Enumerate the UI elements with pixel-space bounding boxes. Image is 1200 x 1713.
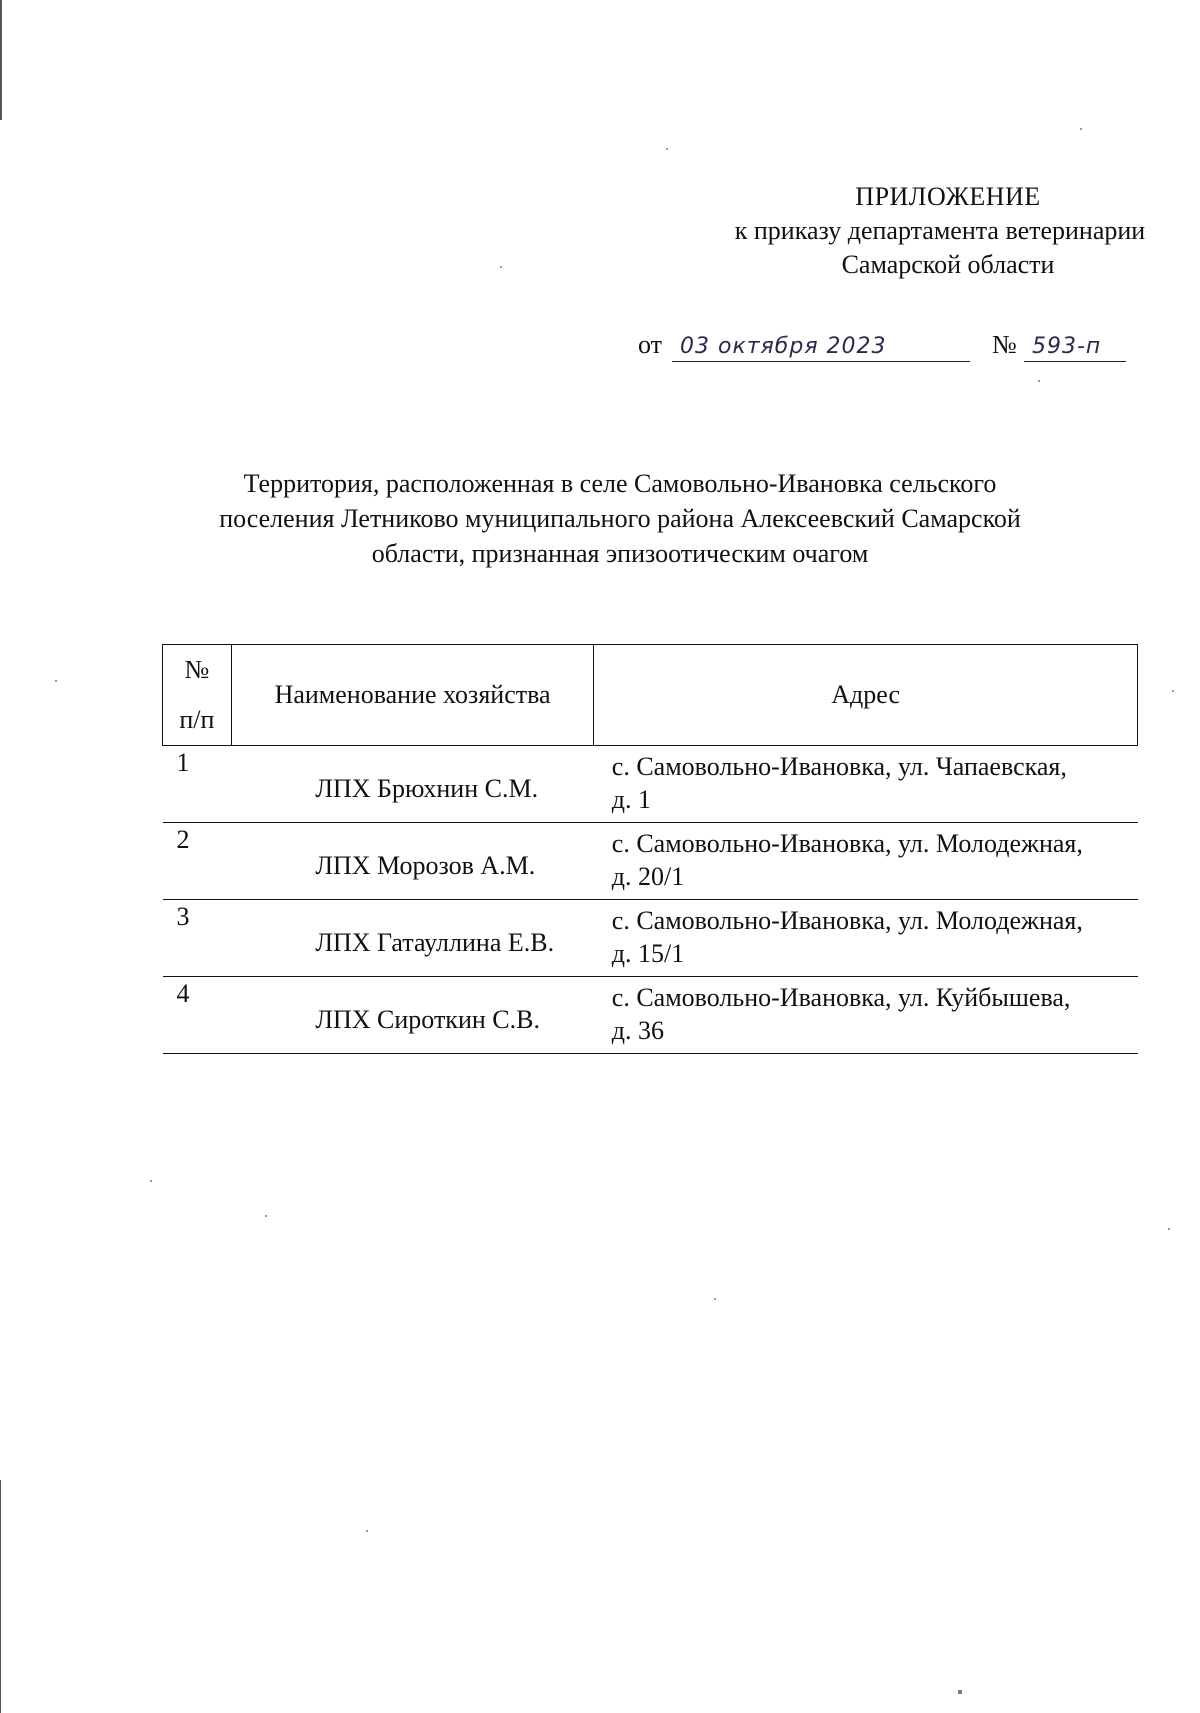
scan-edge-mark <box>0 1480 1 1713</box>
row-address <box>594 823 1138 900</box>
header-address: Адрес <box>594 645 1138 746</box>
appendix-line-region: Самарской области <box>841 250 1055 279</box>
header-number <box>163 645 232 746</box>
header-farm-name: Наименование хозяйства <box>231 645 593 746</box>
row-address-line: д. 20/1 <box>611 862 685 891</box>
row-farm-name: ЛПХ Гатауллина Е.В. <box>231 900 593 977</box>
row-number: 1 <box>163 746 232 823</box>
appendix-line-department: к приказу департамента ветеринарии <box>734 216 1146 245</box>
order-date-field <box>672 329 970 362</box>
row-address-line: д. 15/1 <box>611 939 685 968</box>
order-date-handwritten: 03 октября 2023 <box>680 334 887 359</box>
row-address-line: д. 1 <box>611 785 652 814</box>
scan-edge-mark <box>0 0 2 120</box>
scan-speck <box>714 1298 716 1300</box>
order-number-field <box>1024 329 1126 362</box>
row-address-line: с. Самовольно-Ивановка, ул. Молодежная, <box>611 829 1083 858</box>
document-title-line: поселения Летниково муниципального района Алексеевский Самарской <box>219 504 1021 533</box>
order-number-handwritten: 593-п <box>1032 334 1102 359</box>
order-number-label: № <box>992 330 1017 359</box>
scan-speck <box>265 1215 267 1217</box>
scan-speck <box>500 266 502 268</box>
scan-speck <box>55 680 57 682</box>
row-farm-name: ЛПХ Морозов А.М. <box>231 823 593 900</box>
header-number-pp: п/п <box>179 705 215 734</box>
document-title <box>160 466 1080 571</box>
document-title-line: области, признанная эпизоотическим очагом <box>371 539 869 568</box>
order-date-label: от <box>638 330 663 359</box>
table-row <box>163 900 1138 977</box>
scan-speck <box>1168 1228 1170 1230</box>
row-number: 4 <box>163 977 232 1054</box>
scan-speck <box>1038 380 1040 382</box>
scan-speck <box>666 148 668 150</box>
row-address <box>594 977 1138 1054</box>
order-reference-line <box>638 326 1128 366</box>
appendix-title: ПРИЛОЖЕНИЕ <box>855 182 1041 211</box>
scan-speck <box>150 1180 152 1182</box>
row-address-line: с. Самовольно-Ивановка, ул. Чапаевская, <box>611 752 1067 781</box>
table-row <box>163 823 1138 900</box>
row-farm-name: ЛПХ Брюхнин С.М. <box>231 746 593 823</box>
row-number: 3 <box>163 900 232 977</box>
appendix-header <box>600 180 1180 282</box>
scan-speck <box>1080 128 1082 130</box>
document-title-line: Территория, расположенная в селе Самовольно-Ивановка сельского <box>243 469 997 498</box>
row-address <box>594 746 1138 823</box>
table-row <box>163 746 1138 823</box>
header-number-sign: № <box>184 655 210 684</box>
scan-speck <box>1172 690 1174 692</box>
table-row <box>163 977 1138 1054</box>
scan-speck <box>958 1690 962 1694</box>
farms-table <box>162 644 1138 1054</box>
row-address-line: д. 36 <box>611 1016 665 1045</box>
scan-speck <box>366 1530 368 1532</box>
row-number: 2 <box>163 823 232 900</box>
row-address-line: с. Самовольно-Ивановка, ул. Молодежная, <box>611 906 1083 935</box>
row-address <box>594 900 1138 977</box>
row-address-line: с. Самовольно-Ивановка, ул. Куйбышева, <box>611 983 1071 1012</box>
table-header-row <box>163 645 1138 746</box>
row-farm-name: ЛПХ Сироткин С.В. <box>231 977 593 1054</box>
